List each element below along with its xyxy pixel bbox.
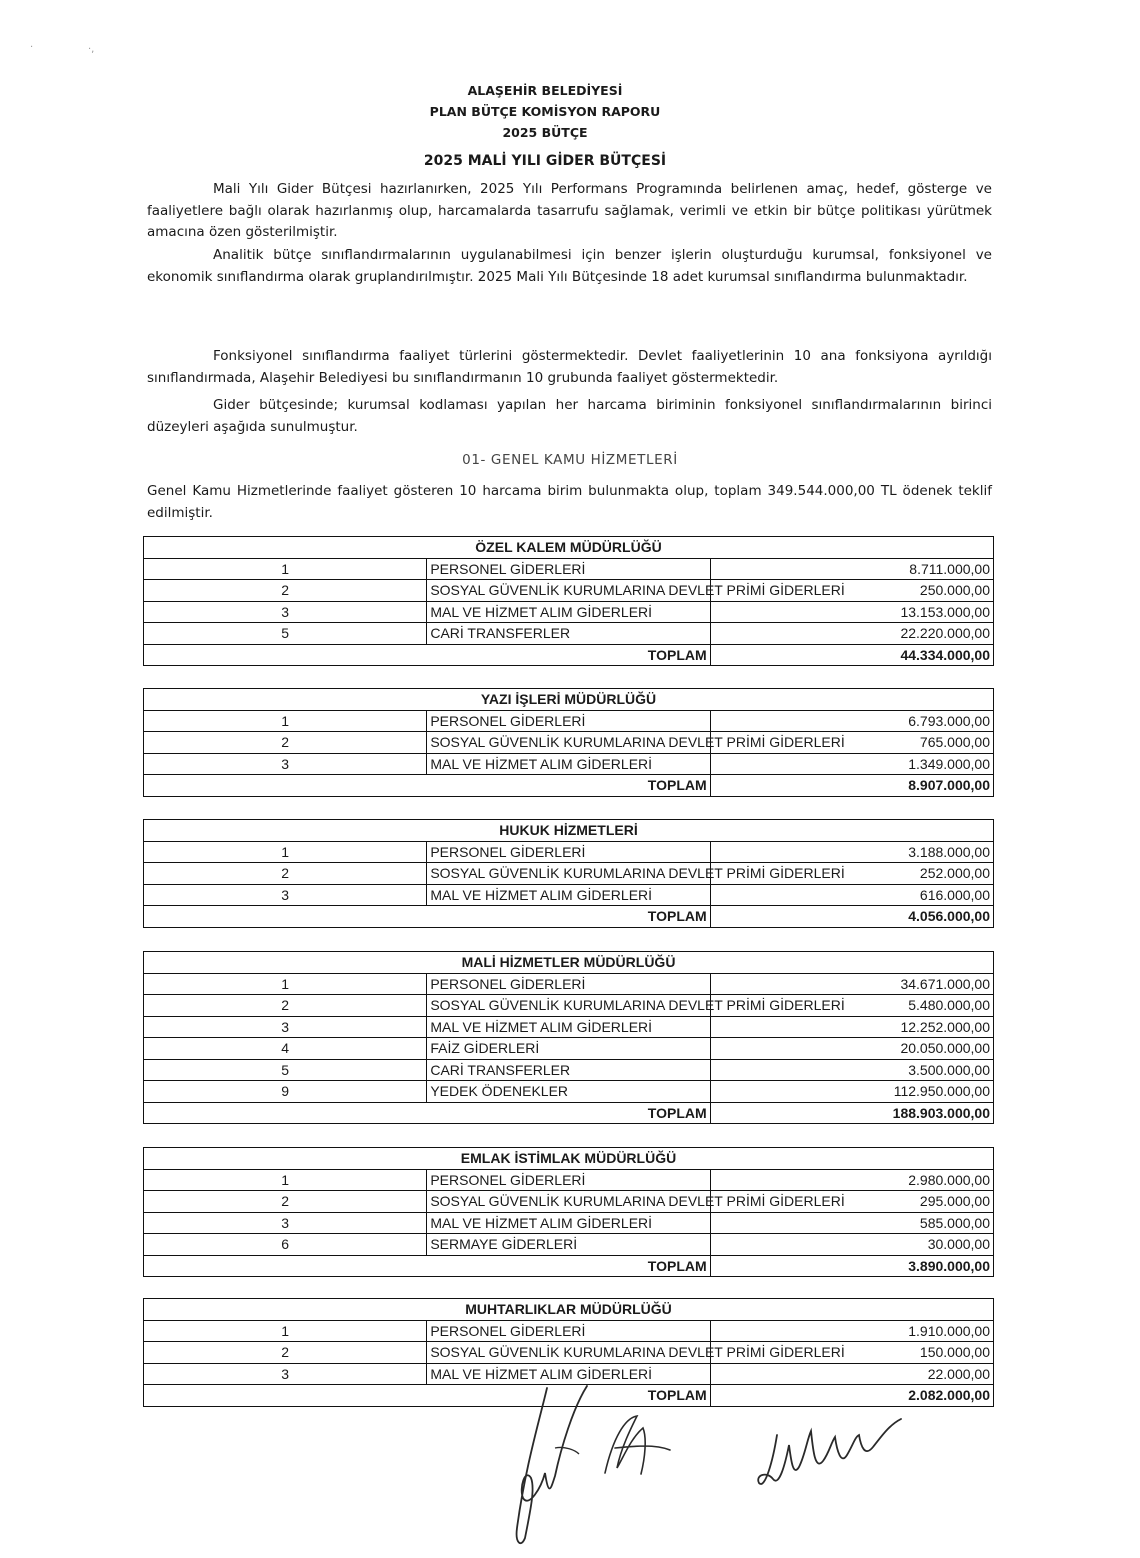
row-amount: 295.000,00 [710, 1191, 993, 1213]
budget-table [143, 951, 994, 1124]
row-label: SOSYAL GÜVENLİK KURUMLARINA DEVLET PRİMİ GİDERLERİ [427, 732, 710, 754]
row-label: MAL VE HİZMET ALIM GİDERLERİ [427, 1363, 710, 1385]
table-row [144, 1016, 994, 1038]
section-title: 2025 MALİ YILI GİDER BÜTÇESİ [423, 153, 667, 169]
table-row [144, 863, 994, 885]
row-label: PERSONEL GİDERLERİ [427, 841, 710, 863]
row-label: MAL VE HİZMET ALIM GİDERLERİ [427, 1212, 710, 1234]
total-label: TOPLAM [144, 906, 711, 928]
paragraph-3: Fonksiyonel sınıflandırma faaliyet türlerini göstermektedir. Devlet faaliyetlerinin 10 ana fonksiyona ayrıldığı sınıflandırmada, Alaşehir Belediyesi bu sınıflandırmanın 10 grubunda faaliyet göstermektedir. [147, 348, 992, 386]
paragraph-4: Gider bütçesinde; kurumsal kodlaması yapılan her harcama biriminin fonksiyonel sınıflandırmalarının birinci düzeyleri aşağıda sunulmuştur. [147, 397, 992, 435]
table-row [144, 1212, 994, 1234]
table-row [144, 623, 994, 645]
function-group-title: 01- GENEL KAMU HİZMETLERİ [462, 452, 678, 468]
row-amount: 3.188.000,00 [710, 841, 993, 863]
row-amount: 8.711.000,00 [710, 558, 993, 580]
row-amount: 1.349.000,00 [710, 753, 993, 775]
total-amount: 4.056.000,00 [710, 906, 993, 928]
row-code: 2 [144, 732, 427, 754]
row-amount: 6.793.000,00 [710, 710, 993, 732]
row-amount: 22.220.000,00 [710, 623, 993, 645]
total-row [144, 775, 994, 797]
budget-table [143, 688, 994, 797]
row-code: 1 [144, 710, 427, 732]
row-amount: 34.671.000,00 [710, 973, 993, 995]
row-label: PERSONEL GİDERLERİ [427, 973, 710, 995]
table-row [144, 1320, 994, 1342]
row-label: CARİ TRANSFERLER [427, 623, 710, 645]
table-row [144, 995, 994, 1017]
row-amount: 112.950.000,00 [710, 1081, 993, 1103]
row-code: 5 [144, 623, 427, 645]
row-amount: 30.000,00 [710, 1234, 993, 1256]
row-label: MAL VE HİZMET ALIM GİDERLERİ [427, 601, 710, 623]
table-row [144, 1234, 994, 1256]
total-row [144, 906, 994, 928]
row-label: SOSYAL GÜVENLİK KURUMLARINA DEVLET PRİMİ GİDERLERİ [427, 863, 710, 885]
row-amount: 1.910.000,00 [710, 1320, 993, 1342]
row-code: 3 [144, 601, 427, 623]
budget-table [143, 536, 994, 666]
row-amount: 252.000,00 [710, 863, 993, 885]
signature-2-image [755, 1405, 925, 1500]
total-amount: 8.907.000,00 [710, 775, 993, 797]
row-code: 3 [144, 1016, 427, 1038]
row-label: YEDEK ÖDENEKLER [427, 1081, 710, 1103]
row-amount: 22.000,00 [710, 1363, 993, 1385]
table-title: YAZI İŞLERİ MÜDÜRLÜĞÜ [144, 689, 994, 711]
total-amount: 3.890.000,00 [710, 1255, 993, 1277]
row-code: 4 [144, 1038, 427, 1060]
row-code: 1 [144, 558, 427, 580]
header-municipality: ALAŞEHİR BELEDİYESİ [467, 83, 623, 98]
row-label: PERSONEL GİDERLERİ [427, 1169, 710, 1191]
table-row [144, 1191, 994, 1213]
row-amount: 2.980.000,00 [710, 1169, 993, 1191]
row-amount: 12.252.000,00 [710, 1016, 993, 1038]
table-row [144, 1081, 994, 1103]
table-title: ÖZEL KALEM MÜDÜRLÜĞÜ [144, 537, 994, 559]
total-row [144, 1255, 994, 1277]
row-amount: 20.050.000,00 [710, 1038, 993, 1060]
total-amount: 44.334.000,00 [710, 644, 993, 666]
row-code: 2 [144, 1342, 427, 1364]
table-row [144, 580, 994, 602]
total-amount: 188.903.000,00 [710, 1102, 993, 1124]
row-amount: 13.153.000,00 [710, 601, 993, 623]
table-row [144, 753, 994, 775]
total-label: TOPLAM [144, 644, 711, 666]
document-header [0, 80, 1090, 143]
row-label: SOSYAL GÜVENLİK KURUMLARINA DEVLET PRİMİ GİDERLERİ [427, 1191, 710, 1213]
row-code: 5 [144, 1059, 427, 1081]
row-amount: 5.480.000,00 [710, 995, 993, 1017]
table-row [144, 1342, 994, 1364]
row-label: SOSYAL GÜVENLİK KURUMLARINA DEVLET PRİMİ GİDERLERİ [427, 995, 710, 1017]
scan-speck: ·, [88, 44, 95, 55]
row-amount: 150.000,00 [710, 1342, 993, 1364]
row-code: 1 [144, 841, 427, 863]
row-label: PERSONEL GİDERLERİ [427, 558, 710, 580]
table-row [144, 884, 994, 906]
total-label: TOPLAM [144, 775, 711, 797]
row-code: 1 [144, 973, 427, 995]
row-code: 3 [144, 1363, 427, 1385]
total-label: TOPLAM [144, 1102, 711, 1124]
row-amount: 765.000,00 [710, 732, 993, 754]
row-amount: 616.000,00 [710, 884, 993, 906]
row-code: 2 [144, 863, 427, 885]
row-code: 2 [144, 1191, 427, 1213]
total-label: TOPLAM [144, 1255, 711, 1277]
total-row [144, 1102, 994, 1124]
table-row [144, 1038, 994, 1060]
table-row [144, 1059, 994, 1081]
table-title: MUHTARLIKLAR MÜDÜRLÜĞÜ [144, 1299, 994, 1321]
scan-speck: · [30, 42, 34, 53]
row-label: CARİ TRANSFERLER [427, 1059, 710, 1081]
header-report-title: PLAN BÜTÇE KOMİSYON RAPORU [429, 104, 661, 119]
table-row [144, 558, 994, 580]
table-row [144, 841, 994, 863]
budget-table [143, 1147, 994, 1277]
row-label: MAL VE HİZMET ALIM GİDERLERİ [427, 884, 710, 906]
table-title: HUKUK HİZMETLERİ [144, 820, 994, 842]
row-code: 3 [144, 1212, 427, 1234]
table-row [144, 601, 994, 623]
row-label: PERSONEL GİDERLERİ [427, 710, 710, 732]
paragraph-1: Mali Yılı Gider Bütçesi hazırlanırken, 2025 Yılı Performans Programında belirlenen amaç, hedef, gösterge ve faaliyetlere bağlı olarak hazırlanmış olup, harcamalarda tasarrufu sağlamak, verimli ve etkin bir bütçe politikası yürütmek amacına özen gösterilmiştir. [147, 181, 992, 240]
table-row [144, 973, 994, 995]
paragraph-5: Genel Kamu Hizmetlerinde faaliyet gösteren 10 harcama birim bulunmakta olup, toplam 349.544.000,00 TL ödenek teklif edilmiştir. [147, 483, 992, 521]
total-row [144, 644, 994, 666]
row-label: PERSONEL GİDERLERİ [427, 1320, 710, 1342]
row-code: 2 [144, 580, 427, 602]
row-code: 2 [144, 995, 427, 1017]
row-code: 3 [144, 884, 427, 906]
row-amount: 3.500.000,00 [710, 1059, 993, 1081]
total-amount: 2.082.000,00 [710, 1385, 993, 1407]
row-label: MAL VE HİZMET ALIM GİDERLERİ [427, 1016, 710, 1038]
signature-1-image [495, 1378, 695, 1558]
table-row [144, 1169, 994, 1191]
table-title: EMLAK İSTİMLAK MÜDÜRLÜĞÜ [144, 1148, 994, 1170]
row-label: SOSYAL GÜVENLİK KURUMLARINA DEVLET PRİMİ GİDERLERİ [427, 1342, 710, 1364]
row-amount: 250.000,00 [710, 580, 993, 602]
header-budget-year: 2025 BÜTÇE [502, 125, 588, 140]
paragraph-2: Analitik bütçe sınıflandırmalarının uygulanabilmesi için benzer işlerin oluşturduğu kurumsal, fonksiyonel ve ekonomik sınıflandırma olarak gruplandırılmıştır. 2025 Mali Yılı Bütçesinde 18 adet kurumsal sınıflandırma bulunmaktadır. [147, 247, 992, 285]
row-amount: 585.000,00 [710, 1212, 993, 1234]
row-label: SOSYAL GÜVENLİK KURUMLARINA DEVLET PRİMİ GİDERLERİ [427, 580, 710, 602]
table-title: MALİ HİZMETLER MÜDÜRLÜĞÜ [144, 952, 994, 974]
row-code: 6 [144, 1234, 427, 1256]
table-row [144, 710, 994, 732]
row-code: 1 [144, 1320, 427, 1342]
budget-table [143, 819, 994, 928]
row-code: 3 [144, 753, 427, 775]
table-row [144, 732, 994, 754]
row-label: FAİZ GİDERLERİ [427, 1038, 710, 1060]
total-label: TOPLAM [144, 1385, 711, 1407]
row-label: MAL VE HİZMET ALIM GİDERLERİ [427, 753, 710, 775]
row-label: SERMAYE GİDERLERİ [427, 1234, 710, 1256]
row-code: 1 [144, 1169, 427, 1191]
row-code: 9 [144, 1081, 427, 1103]
